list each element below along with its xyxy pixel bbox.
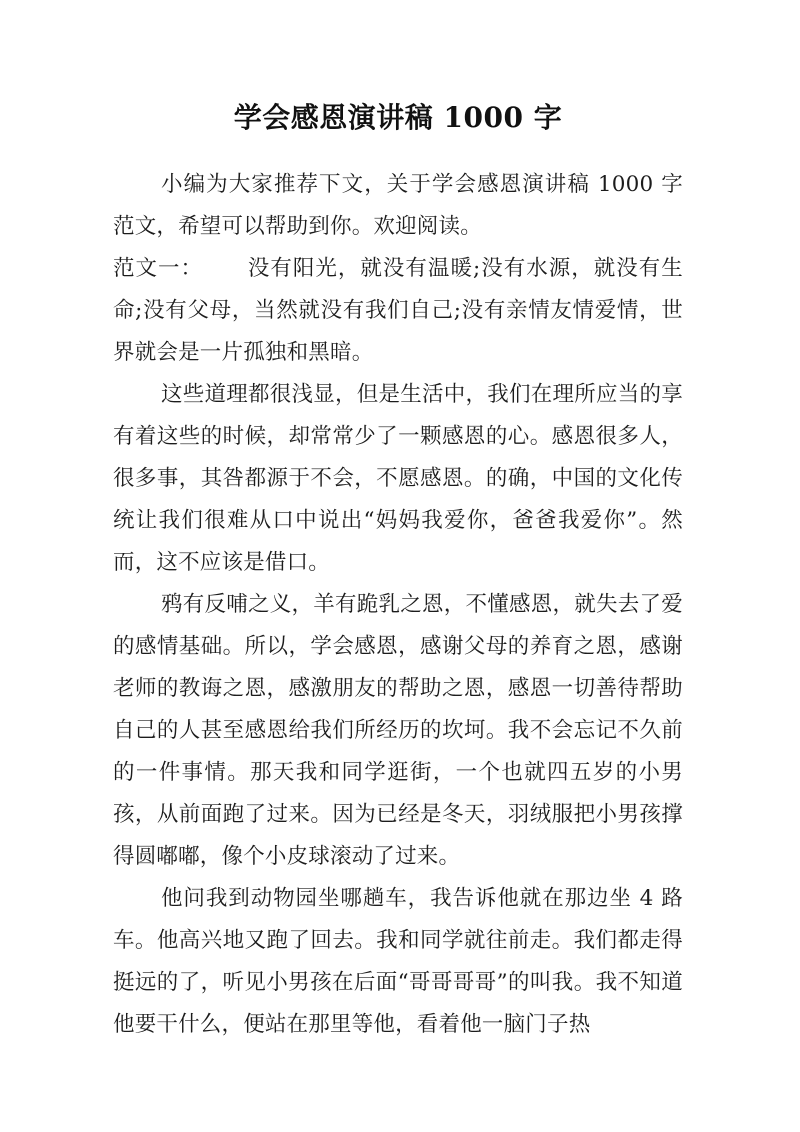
paragraph-intro: 小编为大家推荐下文，关于学会感恩演讲稿 1000 字范文，希望可以帮助到你。欢迎阅读。 (113, 172, 683, 239)
paragraph-boy-bus-story: 他问我到动物园坐哪趟车，我告诉他就在那边坐 4 路车。他高兴地又跑了回去。我和同学就往前走。我们都走得挺远的了，听见小男孩在后面“哥哥哥哥”的叫我。我不知道他要干什么，便站在那里等他，看着他一脑门子热 (113, 886, 683, 1037)
paragraph-sample-one-opening (113, 248, 683, 374)
page-title: 学会感恩演讲稿 1000 字 (233, 101, 563, 134)
paragraph-gratitude-reflection: 这些道理都很浅显，但是生活中，我们在理所应当的享有着这些的时候，却常常少了一颗感恩的心。感恩很多人，很多事，其咎都源于不会，不愿感恩。的确，中国的文化传统让我们很难从口中说出“妈妈我爱你，爸爸我爱你”。然而，这不应该是借口。 (113, 382, 683, 575)
paragraph-sample-one-text: 没有阳光，就没有温暖;没有水源，就没有生命;没有父母，当然就没有我们自己;没有亲情友情爱情，世界就会是一片孤独和黑暗。 (113, 256, 683, 365)
paragraph-lead-label: 范文一： (113, 256, 204, 281)
title-spacer (113, 140, 683, 164)
document-body (113, 0, 683, 1046)
paragraph-crow-lamb-story: 鸦有反哺之义，羊有跪乳之恩，不懂感恩，就失去了爱的感情基础。所以，学会感恩，感谢父母的养育之恩，感谢老师的教诲之恩，感激朋友的帮助之恩，感恩一切善待帮助自己的人甚至感恩给我们所经历的坎坷。我不会忘记不久前的一件事情。那天我和同学逛街，一个也就四五岁的小男孩，从前面跑了过来。因为已经是冬天，羽绒服把小男孩撑得圆嘟嘟，像个小皮球滚动了过来。 (113, 592, 683, 869)
